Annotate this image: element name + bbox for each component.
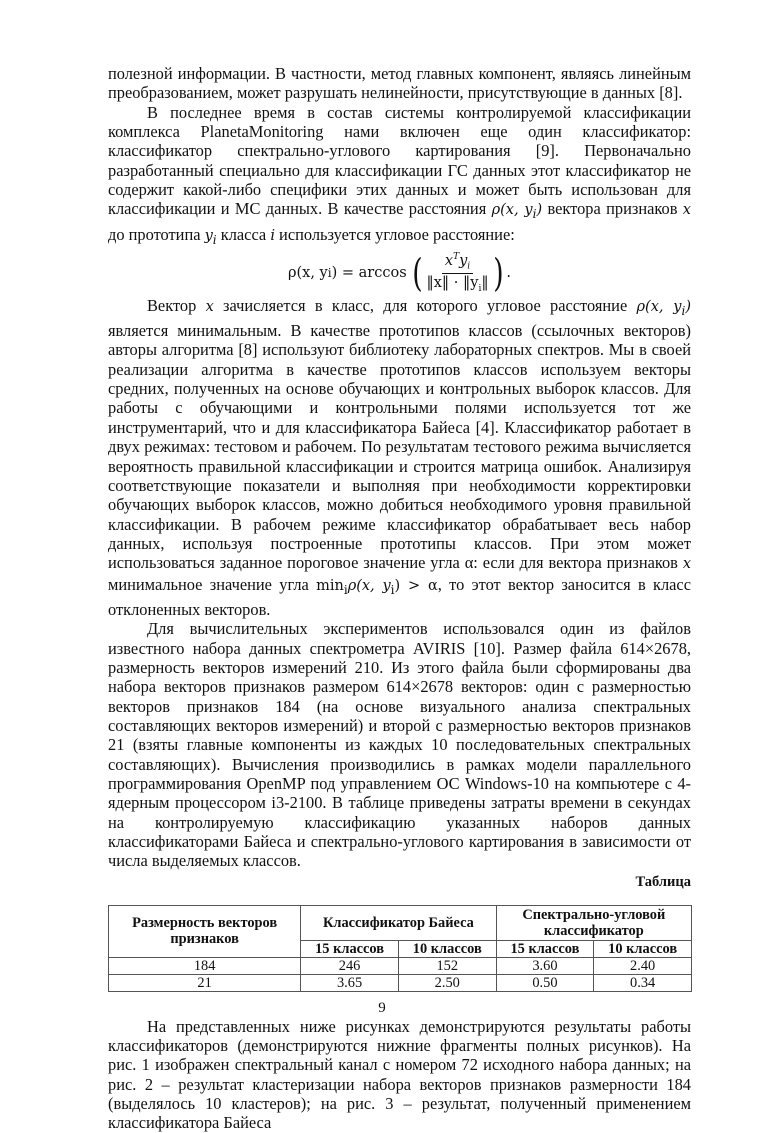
formula-denominator: ‖x‖ · $‖y_i‖$ (426, 274, 489, 294)
math-x: x (205, 298, 214, 315)
math-x: x (682, 202, 691, 219)
text-run: Вектор (147, 295, 206, 315)
table-header-row (109, 905, 692, 940)
formula-lhs-sub: i (327, 265, 332, 280)
text-run: является минимальным. В качестве прототипов классов (ссылочных векторов) авторы алгоритма [8] используют библиотеку лабораторных спектров. Мы в своей реализации алгоритма в качестве прототипов классов используем векторы средних, полученных на основе обучающих и контрольных выборок классов. Для работы с обучающими и контрольными полями используется тот же инструментарий, что и для классификатора Байеса [4]. Классификатор работает в двух режимах: тестовом и рабочем. По результатам тестового режима вычисляется вероятность правильной классификации и строится матрица ошибок. Анализируя соответствующие показатели и выполняя при необходимости корректировки обучающих выборок классов, можно добиться необходимого уровня правильной классификации. В рабочем режиме классификатор обрабатывает весь набор данных, используя построенные прототипы классов. При этом может использоваться заданное пороговое значение угла α: если для вектора признаков (108, 321, 691, 573)
header-spectral-angular: Спектрально-угловой классификатор (496, 905, 691, 940)
math-rho: ρ(x, $y_i$) (636, 298, 692, 318)
table-row (109, 957, 692, 974)
text-run: , то этот вектор заносится в класс отклоненных векторов. (108, 574, 691, 619)
math-rho: ρ(x, $y_i$) (491, 202, 543, 222)
formula-open-paren: ( (411, 250, 423, 295)
header-dimension: Размерность векторов признаков (109, 905, 301, 957)
cell-dimension: 21 (109, 974, 301, 991)
formula-numerator: $x^Ty_i$ (442, 252, 473, 274)
table-caption: Таблица (635, 873, 691, 890)
cell-bayes-15: 246 (301, 957, 399, 974)
text-run: используется угловое расстояние: (274, 224, 515, 244)
subheader-sam-15: 15 классов (496, 940, 594, 957)
cell-sam-10: 0.34 (594, 974, 692, 991)
formula-period: . (506, 264, 512, 281)
math-y: $y_i$ (204, 227, 217, 247)
subheader-bayes-15: 15 классов (301, 940, 399, 957)
cell-bayes-15: 3.65 (301, 974, 399, 991)
document-page (108, 64, 691, 1133)
paragraph-1: полезной информации. В частности, метод главных компонент, являясь линейным преобразованием, может разрушать нелинейности, присутствующие в данных [8]. (108, 64, 691, 103)
timing-table (108, 905, 692, 992)
math-i: i (270, 227, 275, 244)
cell-bayes-10: 152 (398, 957, 496, 974)
text-run: В последнее время в состав системы контролируемой классификации комплекса PlanetaMonitoring нами включен еще один классификатор: классификатор спектрально-углового картирования [9]. Первоначально разработанный специально для классификации ГС данных этот классификатор не содержит какой-либо специфики этих данных и может быть использован для классификации и МС данных. В качестве расстояния (108, 102, 691, 219)
text-run: класса (216, 224, 271, 244)
text-run: до прототипа (108, 224, 205, 244)
formula-fraction (426, 252, 488, 294)
text-run: минимальное значение угла (108, 574, 317, 594)
page-number: 9 (378, 1000, 386, 1016)
text-run: вектора признаков (542, 199, 683, 219)
cell-sam-15: 3.60 (496, 957, 594, 974)
formula-close-paren: ) (492, 250, 504, 295)
angular-distance-formula (108, 252, 691, 296)
subheader-bayes-10: 10 классов (398, 940, 496, 957)
header-bayes: Классификатор Байеса (301, 905, 496, 940)
paragraph-5: На представленных ниже рисунках демонстрируются результаты работы классификаторов (демонстрируются нижние фрагменты полных рисунков). На рис. 1 изображен спектральный канал с номером 72 исходного набора данных; на рис. 2 – результат кластеризации набора векторов признаков размерности 184 (выделялось 10 кластеров); на рис. 3 – результат, полученный применением классификатора Байеса (108, 1016, 691, 1133)
paragraph-2 (108, 103, 691, 250)
formula-lhs: ρ(x, y (287, 264, 328, 281)
cell-sam-15: 0.50 (496, 974, 594, 991)
math-min-rho: $\min_i\rho(x$, $y_i) > \alpha$ (316, 577, 438, 597)
cell-bayes-10: 2.50 (398, 974, 496, 991)
paragraph-4: Для вычислительных экспериментов использовался один из файлов известного набора данных спектрометра AVIRIS [10]. Размер файла 614×2678, размерность векторов измерений 210. Из этого файла были сформированы два набора векторов признаков размером 614×2678 векторов: один с размерностью векторов признаков 184 (на основе визуального анализа спектральных составляющих векторов измерений) и второй с размерностью векторов признаков 21 (взяты главные компоненты из каждых 10 последовательных спектральных составляющих). Вычисления производились в рамках модели параллельного программирования OpenMP под управлением ОС Windows-10 на компьютере с 4-ядерным процессором i3-2100. В таблице приведены затраты времени в секундах на контролируемую классификацию указанных наборов данных классификаторами Байеса и спектрально-углового картирования в зависимости от числа выделяемых классов. (108, 619, 691, 871)
cell-sam-10: 2.40 (594, 957, 692, 974)
subheader-sam-10: 10 классов (594, 940, 692, 957)
formula-arccos: ) = arccos (331, 264, 407, 281)
cell-dimension: 184 (109, 957, 301, 974)
table-row (109, 974, 692, 991)
paragraph-3 (108, 296, 691, 619)
math-x: x (682, 556, 691, 573)
text-run: зачисляется в класс, для которого угловое расстояние (213, 295, 637, 315)
